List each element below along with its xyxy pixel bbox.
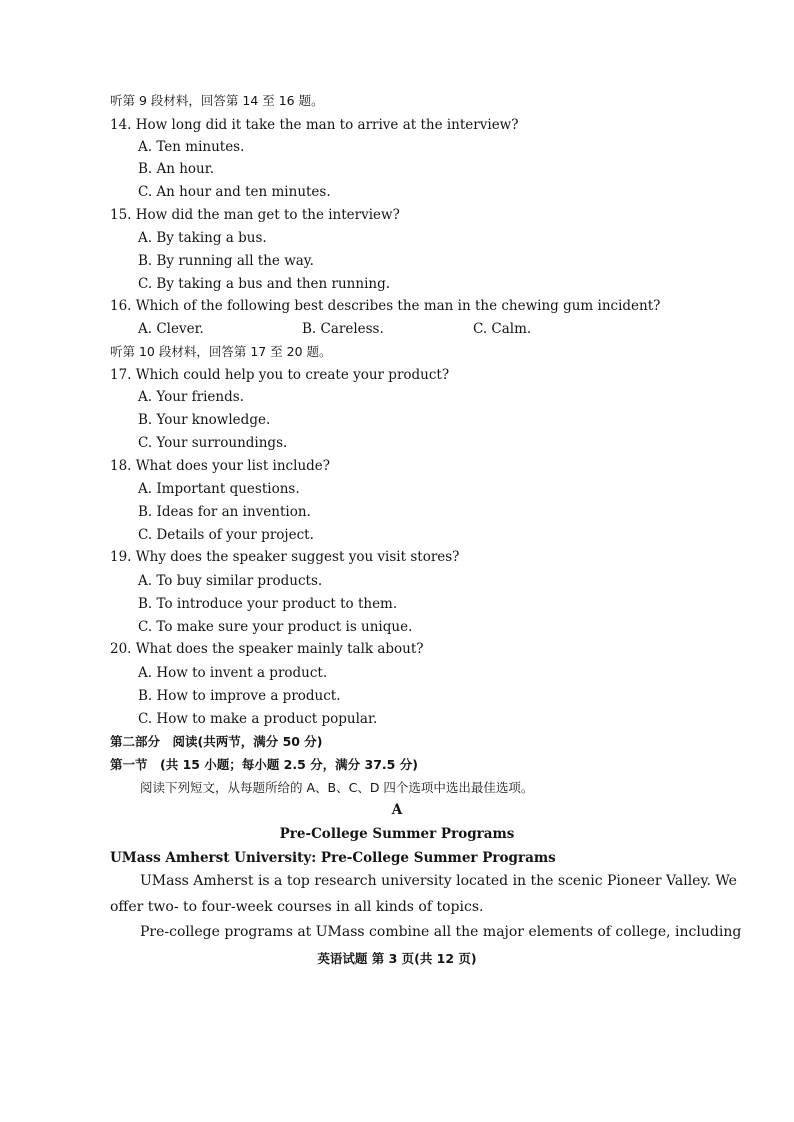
question-20-option-b: B. How to improve a product. (138, 688, 341, 704)
question-19-option-c: C. To make sure your product is unique. (138, 619, 413, 635)
passage-letter: A (391, 802, 403, 818)
question-16-option-b: B. Careless. (302, 321, 384, 337)
paragraph-1-line-2: offer two- to four-week courses in all kinds of topics. (110, 899, 484, 915)
question-20-stem: 20. What does the speaker mainly talk about? (110, 641, 424, 657)
question-18-option-b: B. Ideas for an invention. (138, 504, 311, 520)
question-20-option-a: A. How to invent a product. (138, 665, 328, 681)
question-15-option-a: A. By taking a bus. (138, 230, 267, 246)
question-19-option-b: B. To introduce your product to them. (138, 596, 398, 612)
question-14-stem: 14. How long did it take the man to arrive at the interview? (110, 117, 519, 133)
passage-title: Pre-College Summer Programs (279, 826, 515, 842)
question-17-option-b: B. Your knowledge. (138, 412, 271, 428)
paragraph-1-line-1: UMass Amherst is a top research university located in the scenic Pioneer Valley. We (140, 873, 737, 889)
question-19-stem: 19. Why does the speaker suggest you visit stores? (110, 549, 460, 565)
question-14-option-b: B. An hour. (138, 161, 215, 177)
question-17-stem: 17. Which could help you to create your product? (110, 367, 450, 383)
question-14-option-c: C. An hour and ten minutes. (138, 184, 331, 200)
question-16-option-a: A. Clever. (138, 321, 204, 337)
question-15-option-c: C. By taking a bus and then running. (138, 276, 391, 292)
question-20-option-c: C. How to make a product popular. (138, 711, 378, 727)
question-15-stem: 15. How did the man get to the interview? (110, 207, 400, 223)
paragraph-2-line-1: Pre-college programs at UMass combine all the major elements of college, including (140, 924, 742, 940)
listening-instruction-10: 听第 10 段材料，回答第 17 至 20 题。 (110, 344, 332, 359)
reading-instruction: 阅读下列短文，从每题所给的 A、B、C、D 四个选项中选出最佳选项。 (140, 780, 534, 795)
passage-subtitle: UMass Amherst University: Pre-College Summer Programs (110, 850, 556, 866)
question-19-option-a: A. To buy similar products. (138, 573, 323, 589)
section-one-heading: 第一节 (共 15 小题；每小题 2.5 分，满分 37.5 分) (110, 757, 418, 772)
part-two-heading: 第二部分 阅读(共两节，满分 50 分) (110, 734, 323, 749)
question-18-stem: 18. What does your list include? (110, 458, 331, 474)
question-17-option-a: A. Your friends. (138, 389, 244, 405)
listening-instruction-9: 听第 9 段材料，回答第 14 至 16 题。 (110, 93, 324, 108)
question-17-option-c: C. Your surroundings. (138, 435, 288, 451)
question-15-option-b: B. By running all the way. (138, 253, 314, 269)
question-18-option-c: C. Details of your project. (138, 527, 314, 543)
question-14-option-a: A. Ten minutes. (138, 139, 245, 155)
question-16-stem: 16. Which of the following best describes the man in the chewing gum incident? (110, 298, 661, 314)
question-18-option-a: A. Important questions. (138, 481, 300, 497)
question-16-option-c: C. Calm. (473, 321, 532, 337)
page-footer: 英语试题 第 3 页(共 12 页) (317, 951, 477, 966)
